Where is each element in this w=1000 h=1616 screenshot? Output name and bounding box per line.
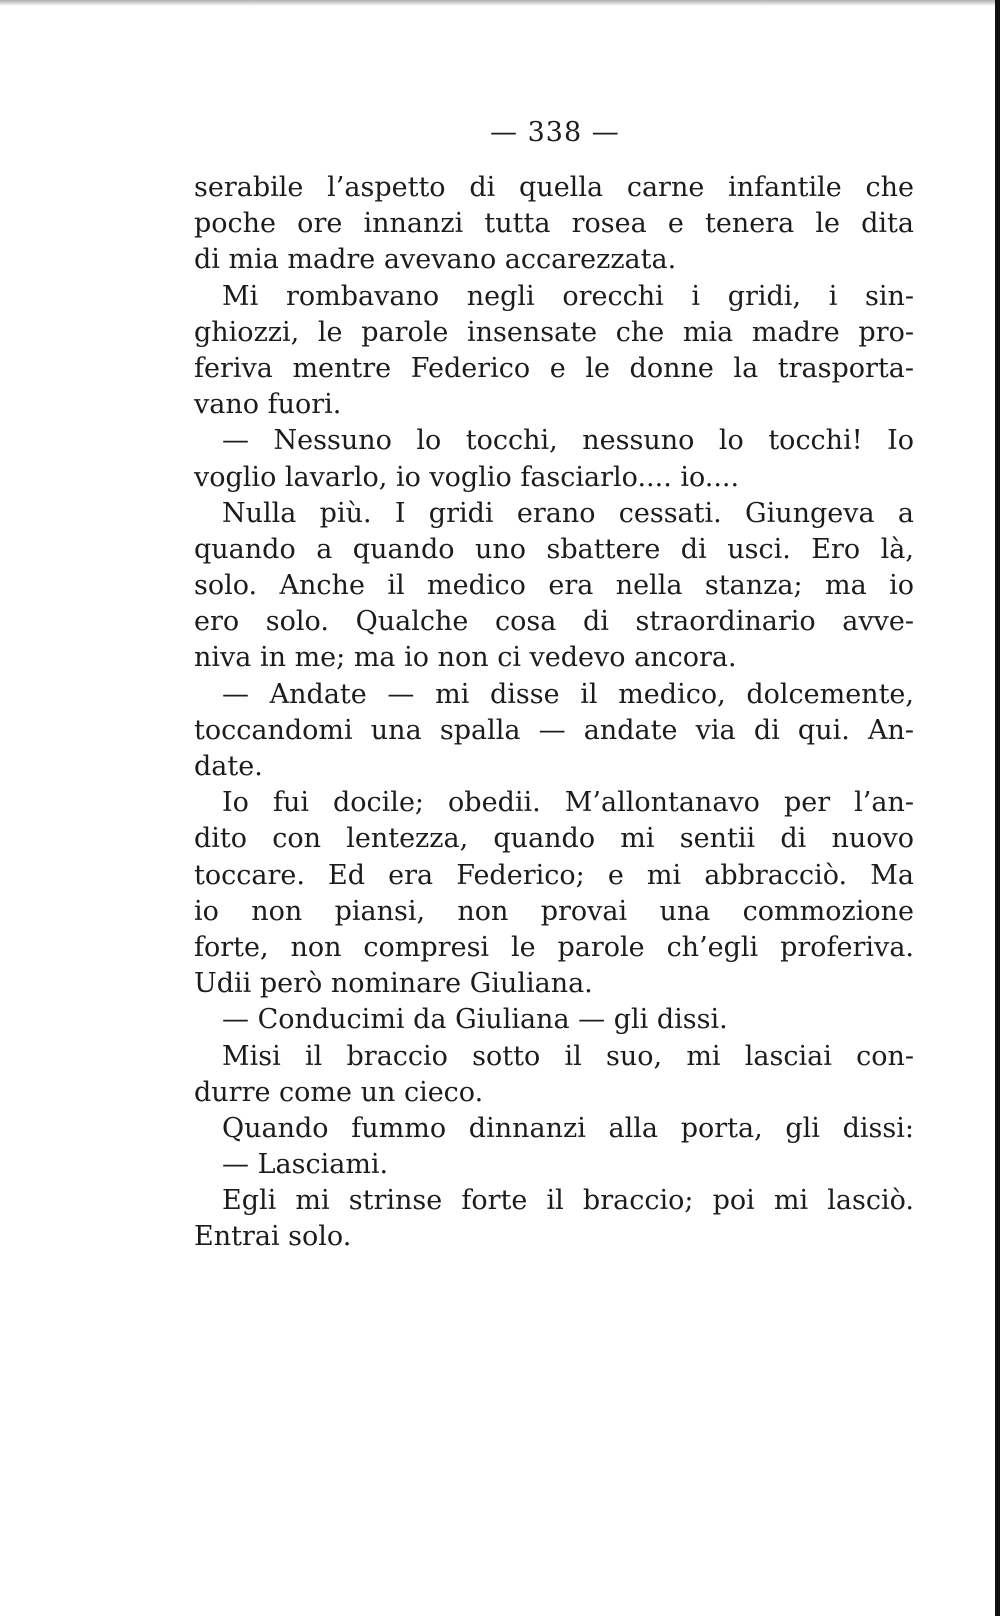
text-line: Mi rombavano negli orecchi i gridi, i sin- (222, 280, 914, 312)
text-line: poche ore innanzi tutta rosea e tenera le dita (194, 208, 914, 240)
text-line: ero solo. Qualche cosa di straordinario avve- (194, 606, 914, 638)
text-line: voglio lavarlo, io voglio fasciarlo.... io.... (194, 461, 740, 493)
text-line: Entrai solo. (194, 1221, 352, 1253)
scan-edge-right (995, 0, 1000, 1616)
text-line: Udii però nominare Giuliana. (194, 968, 593, 1000)
text-line: Io fui docile; obedii. M’allontanavo per l’an- (222, 787, 914, 819)
text-line: feriva mentre Federico e le donne la trasporta- (194, 352, 914, 384)
text-line: durre come un cieco. (194, 1076, 484, 1108)
body-text (194, 170, 914, 1256)
text-line: dito con lentezza, quando mi sentii di nuovo (194, 823, 914, 855)
text-line: forte, non compresi le parole ch’egli proferiva. (194, 931, 914, 963)
page-number: — 338 — (490, 117, 620, 148)
text-line: toccare. Ed era Federico; e mi abbracciò. Ma (194, 859, 914, 891)
text-line: serabile l’aspetto di quella carne infantile che (194, 172, 914, 203)
text-line: Misi il braccio sotto il suo, mi lasciai con- (222, 1040, 914, 1072)
text-line: date. (194, 751, 263, 782)
text-line: io non piansi, non provai una commozione (194, 895, 914, 927)
text-line: niva in me; ma io non ci vedevo ancora. (194, 642, 737, 674)
text-line: di mia madre avevano accarezzata. (194, 244, 677, 276)
text-line: ghiozzi, le parole insensate che mia madre pro- (194, 316, 914, 348)
text-line: — Nessuno lo tocchi, nessuno lo tocchi! Io (222, 425, 914, 457)
text-line: toccandomi una spalla — andate via di qui. An- (194, 714, 914, 746)
text-line: Quando fummo dinnanzi alla porta, gli dissi: (222, 1112, 914, 1144)
text-line: — Lasciami. (222, 1149, 389, 1181)
text-line: quando a quando uno sbattere di usci. Ero là, (194, 533, 914, 565)
text-line: Egli mi strinse forte il braccio; poi mi lasciò. (222, 1185, 914, 1217)
text-line: solo. Anche il medico era nella stanza; ma io (194, 570, 914, 602)
text-line: — Andate — mi disse il medico, dolcemente, (222, 678, 914, 710)
text-line: — Conducimi da Giuliana — gli dissi. (222, 1004, 728, 1036)
text-line: Nulla più. I gridi erano cessati. Giungeva a (222, 497, 914, 529)
text-line: vano fuori. (194, 389, 342, 421)
scan-edge-top (0, 0, 1000, 6)
